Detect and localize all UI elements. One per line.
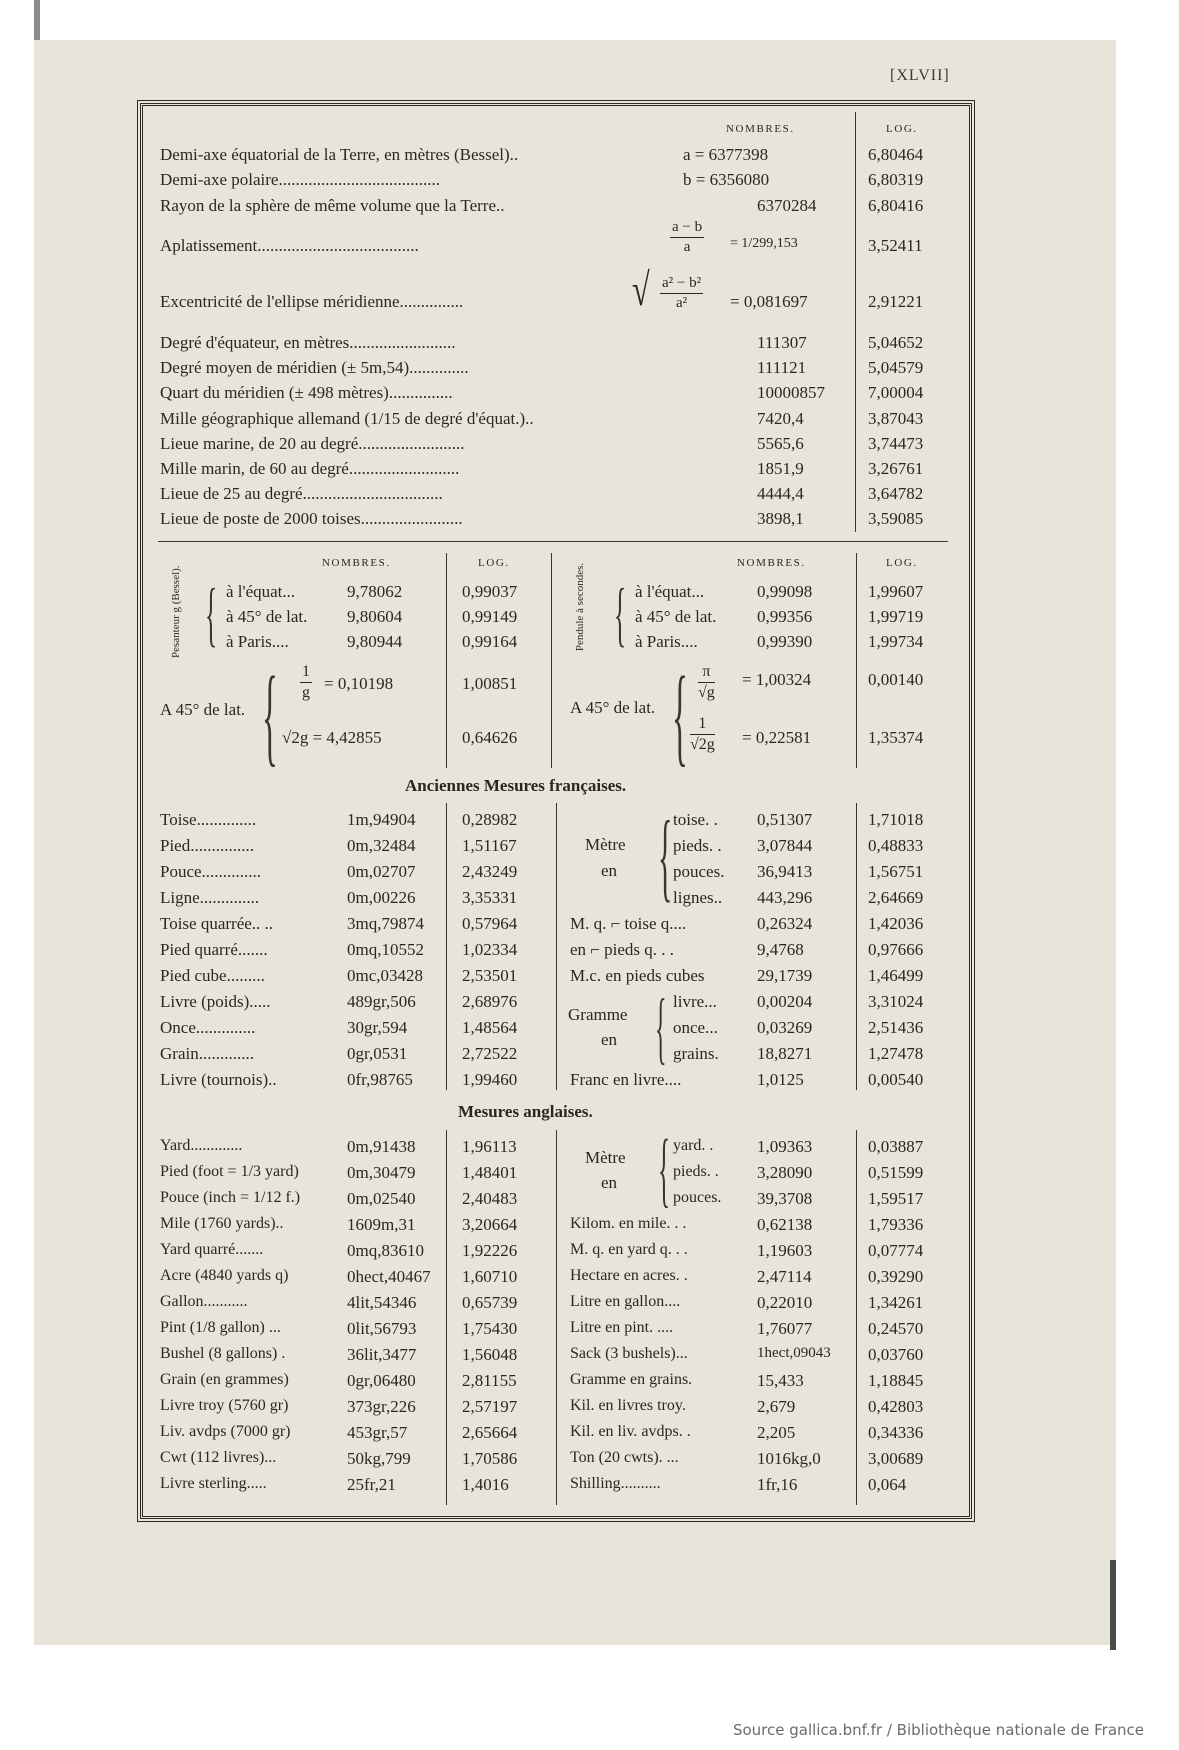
gravity-side-title: Pesanteur g (Bessel). bbox=[170, 565, 182, 658]
gravity-center-divider bbox=[551, 553, 552, 768]
anglaises-left-label: Livre troy (5760 gr) bbox=[160, 1397, 289, 1414]
earth-row-label: Demi-axe équatorial de la Terre, en mètres (Bessel).. bbox=[160, 145, 519, 164]
anciennes-left-label: Toise quarrée.. .. bbox=[160, 914, 274, 933]
earth-row-label: Degré d'équateur, en mètres......................... bbox=[160, 333, 456, 352]
pendulum-lat45-label: A 45° de lat. bbox=[570, 698, 656, 717]
anciennes-right-label: grains. bbox=[673, 1044, 719, 1063]
anglaises-right-log: 0,03760 bbox=[868, 1345, 924, 1364]
anglaises-left-value: 453gr,57 bbox=[347, 1423, 408, 1442]
anciennes-gramme-label: Gramme bbox=[568, 1005, 628, 1024]
anglaises-right-value: 1hect,09043 bbox=[757, 1345, 831, 1361]
anciennes-right-label: livre... bbox=[673, 992, 717, 1011]
earth-row-label: Excentricité de l'ellipse méridienne............... bbox=[160, 292, 464, 311]
anglaises-left-log: 1,48401 bbox=[462, 1163, 518, 1182]
anglaises-left-log: 1,96113 bbox=[462, 1137, 517, 1156]
anciennes-right-log: 1,46499 bbox=[868, 966, 924, 985]
earth-row-log: 3,26761 bbox=[868, 459, 924, 478]
earth-row-label: Degré moyen de méridien (± 5m,54).............. bbox=[160, 358, 469, 377]
page-number: [XLVII] bbox=[890, 67, 950, 84]
anciennes-right-log: 1,27478 bbox=[868, 1044, 924, 1063]
earth-row-value: 1851,9 bbox=[757, 459, 804, 478]
gravity-row-log: 0,99037 bbox=[462, 582, 518, 601]
anciennes-left-log: 2,53501 bbox=[462, 966, 518, 985]
anglaises-right-value: 2,47114 bbox=[757, 1267, 812, 1286]
anciennes-left-log: 3,35331 bbox=[462, 888, 518, 907]
earth-row-label: Mille géographique allemand (1/15 de degré d'équat.).. bbox=[160, 409, 534, 428]
anciennes-right-log: 3,31024 bbox=[868, 992, 924, 1011]
sqrt-2g-value: √2g = 4,42855 bbox=[282, 728, 382, 747]
earth-log-divider bbox=[855, 112, 856, 532]
earth-row-log: 3,74473 bbox=[868, 434, 924, 453]
anciennes-left-label: Toise.............. bbox=[160, 810, 257, 829]
pi-over-sqrt-g-value: = 1,00324 bbox=[742, 670, 812, 689]
anglaises-right-value: 2,679 bbox=[757, 1397, 796, 1416]
pendulum-row-value: 0,99390 bbox=[757, 632, 813, 651]
anciennes-gramme-en-label: en bbox=[601, 1030, 618, 1049]
pendulum-row-label: à l'équat... bbox=[635, 582, 705, 601]
anciennes-right-log: 0,00540 bbox=[868, 1070, 924, 1089]
earth-row-log: 3,64782 bbox=[868, 484, 924, 503]
anglaises-left-value: 0m,30479 bbox=[347, 1163, 416, 1182]
anciennes-left-label: Pied............... bbox=[160, 836, 254, 855]
source-footer: Source gallica.bnf.fr / Bibliothèque nationale de France bbox=[732, 1721, 1144, 1739]
earth-row-value: 5565,6 bbox=[757, 434, 804, 453]
anciennes-left-value: 0mc,03428 bbox=[347, 966, 424, 985]
anglaises-left-value: 0m,91438 bbox=[347, 1137, 416, 1156]
anglaises-left-value: 0gr,06480 bbox=[347, 1371, 416, 1390]
pendulum-row-value: 0,99098 bbox=[757, 582, 813, 601]
anciennes-right-log: 1,42036 bbox=[868, 914, 924, 933]
anciennes-center-divider bbox=[556, 803, 557, 1090]
anglaises-right-label: Litre en gallon.... bbox=[570, 1293, 681, 1310]
one-over-g-value: = 0,10198 bbox=[324, 674, 394, 693]
gravity-row-value: 9,80604 bbox=[347, 607, 403, 626]
anglaises-right-log: 1,34261 bbox=[868, 1293, 924, 1312]
anciennes-right-label: toise. . bbox=[673, 810, 718, 829]
anglaises-left-label: Liv. avdps (7000 gr) bbox=[160, 1423, 291, 1440]
anglaises-right-log: 0,39290 bbox=[868, 1267, 924, 1286]
anciennes-right-log-divider bbox=[856, 803, 857, 1090]
pendulum-side-title: Pendule à secondes. bbox=[574, 562, 586, 652]
anglaises-right-value: 15,433 bbox=[757, 1371, 804, 1390]
gravity-row-log: 0,99164 bbox=[462, 632, 518, 651]
earth-row-value: 6370284 bbox=[757, 196, 817, 215]
anglaises-left-log: 1,60710 bbox=[462, 1267, 518, 1286]
sqrt-symbol: √ bbox=[632, 264, 650, 315]
anciennes-left-value: 0m,02707 bbox=[347, 862, 416, 881]
fraction-numerator: 1 bbox=[300, 664, 312, 683]
anglaises-right-log: 0,07774 bbox=[868, 1241, 924, 1260]
anglaises-right-label: Sack (3 bushels)... bbox=[570, 1345, 688, 1362]
anglaises-right-log: 0,24570 bbox=[868, 1319, 924, 1338]
anciennes-right-value: 1,0125 bbox=[757, 1070, 804, 1089]
earth-row-value: 111121 bbox=[757, 358, 807, 377]
anciennes-left-log: 2,68976 bbox=[462, 992, 518, 1011]
anglaises-right-log: 0,03887 bbox=[868, 1137, 924, 1156]
anciennes-gramme-brace: { bbox=[655, 984, 667, 1072]
earth-row-value: 3898,1 bbox=[757, 509, 804, 528]
pendulum-header-nombres: NOMBRES. bbox=[737, 557, 806, 569]
fraction-denominator: √g bbox=[698, 684, 715, 701]
anglaises-left-log: 2,81155 bbox=[462, 1371, 517, 1390]
anglaises-left-value: 1609m,31 bbox=[347, 1215, 416, 1234]
earth-row-label: Lieue de poste de 2000 toises........................ bbox=[160, 509, 463, 528]
anglaises-left-label: Acre (4840 yards q) bbox=[160, 1267, 289, 1284]
anciennes-right-value: 0,51307 bbox=[757, 810, 813, 829]
anciennes-left-log: 1,99460 bbox=[462, 1070, 518, 1089]
pendulum-header-log: LOG. bbox=[886, 557, 918, 569]
earth-row-value: 7420,4 bbox=[757, 409, 804, 428]
gravity-header-log: LOG. bbox=[478, 557, 510, 569]
anciennes-metre-brace: { bbox=[658, 800, 673, 911]
anglaises-right-value: 1,76077 bbox=[757, 1319, 813, 1338]
earth-row-value: a = 6377398 bbox=[683, 145, 769, 164]
anciennes-right-value: 3,07844 bbox=[757, 836, 813, 855]
anglaises-right-value: 1,09363 bbox=[757, 1137, 813, 1156]
pendulum-row-log: 1,99607 bbox=[868, 582, 924, 601]
anciennes-left-label: Pouce.............. bbox=[160, 862, 262, 881]
anciennes-right-label: pouces. bbox=[673, 862, 725, 881]
anglaises-right-value: 1,19603 bbox=[757, 1241, 813, 1260]
anciennes-right-label: pieds. . bbox=[673, 836, 722, 855]
anglaises-right-label: Kilom. en mile. . . bbox=[570, 1215, 687, 1232]
earth-row-log: 3,52411 bbox=[868, 236, 923, 255]
gravity-row-label: à 45° de lat. bbox=[226, 607, 308, 626]
pi-over-sqrt-g-log: 0,00140 bbox=[868, 670, 924, 689]
earth-row-log: 7,00004 bbox=[868, 383, 924, 402]
earth-row-value: 10000857 bbox=[757, 383, 825, 402]
earth-row-label: Mille marin, de 60 au degré.......................... bbox=[160, 459, 460, 478]
anciennes-right-value: 29,1739 bbox=[757, 966, 813, 985]
anglaises-left-label: Yard quarré....... bbox=[160, 1241, 264, 1258]
fraction-denominator: a bbox=[683, 239, 691, 255]
fraction-numerator: a² − b² bbox=[660, 276, 703, 294]
anglaises-left-label: Pied (foot = 1/3 yard) bbox=[160, 1163, 299, 1180]
anglaises-left-label: Gallon........... bbox=[160, 1293, 248, 1310]
anglaises-right-label: Gramme en grains. bbox=[570, 1371, 693, 1388]
earth-row-label: Aplatissement...................................... bbox=[160, 236, 419, 255]
anciennes-right-label: once... bbox=[673, 1018, 718, 1037]
anciennes-left-label: Grain............. bbox=[160, 1044, 254, 1063]
anciennes-right-label: M. q. ⌐ toise q.... bbox=[570, 914, 687, 933]
anciennes-left-value: 30gr,594 bbox=[347, 1018, 408, 1037]
anglaises-left-value: 4lit,54346 bbox=[347, 1293, 417, 1312]
earth-row-log: 6,80319 bbox=[868, 170, 924, 189]
anglaises-left-log-divider bbox=[446, 1130, 447, 1505]
one-over-sqrt-2g-log: 1,35374 bbox=[868, 728, 924, 747]
earth-fraction bbox=[670, 220, 704, 255]
anciennes-left-value: 1m,94904 bbox=[347, 810, 416, 829]
anciennes-title: Anciennes Mesures françaises. bbox=[405, 776, 627, 795]
fraction-1-over-g bbox=[300, 664, 312, 701]
anglaises-left-label: Livre sterling..... bbox=[160, 1475, 267, 1492]
anglaises-right-value: 0,62138 bbox=[757, 1215, 813, 1234]
anglaises-left-log: 1,70586 bbox=[462, 1449, 518, 1468]
anglaises-right-value: 1fr,16 bbox=[757, 1475, 798, 1494]
anciennes-left-label: Ligne.............. bbox=[160, 888, 260, 907]
earth-row-label: Quart du méridien (± 498 mètres)............... bbox=[160, 383, 453, 402]
anciennes-right-label: Franc en livre.... bbox=[570, 1070, 682, 1089]
anciennes-right-log: 0,97666 bbox=[868, 940, 924, 959]
anciennes-right-value: 0,00204 bbox=[757, 992, 813, 1011]
anglaises-right-label: Kil. en livres troy. bbox=[570, 1397, 686, 1414]
anglaises-right-value: 3,28090 bbox=[757, 1163, 813, 1182]
anciennes-right-value: 9,4768 bbox=[757, 940, 804, 959]
anciennes-left-label: Pied cube......... bbox=[160, 966, 265, 985]
gravity-row-value: 9,80944 bbox=[347, 632, 403, 651]
anglaises-left-value: 0mq,83610 bbox=[347, 1241, 424, 1260]
anglaises-right-label: Shilling.......... bbox=[570, 1475, 661, 1492]
earth-row-value: = 1/299,153 bbox=[730, 236, 798, 251]
anglaises-right-log: 3,00689 bbox=[868, 1449, 924, 1468]
pendulum-log-divider bbox=[856, 553, 857, 768]
gravity-brace: { bbox=[205, 574, 218, 654]
anciennes-left-log: 2,72522 bbox=[462, 1044, 518, 1063]
pendulum-lat45-brace: { bbox=[672, 654, 688, 776]
anglaises-left-value: 50kg,799 bbox=[347, 1449, 411, 1468]
gravity-lat45-brace: { bbox=[262, 654, 278, 776]
anciennes-right-value: 36,9413 bbox=[757, 862, 813, 881]
fraction-denominator: √2g bbox=[690, 736, 715, 753]
anglaises-left-value: 0m,02540 bbox=[347, 1189, 416, 1208]
anciennes-left-label: Pied quarré....... bbox=[160, 940, 268, 959]
anciennes-left-value: 0m,32484 bbox=[347, 836, 416, 855]
anciennes-right-label: en ⌐ pieds q. . . bbox=[570, 940, 675, 959]
anciennes-right-log: 2,51436 bbox=[868, 1018, 924, 1037]
anglaises-left-value: 36lit,3477 bbox=[347, 1345, 417, 1364]
anciennes-left-log: 1,02334 bbox=[462, 940, 518, 959]
anciennes-left-label: Livre (poids)..... bbox=[160, 992, 271, 1011]
anglaises-left-log: 1,4016 bbox=[462, 1475, 509, 1494]
earth-row-log: 5,04579 bbox=[868, 358, 924, 377]
anglaises-left-value: 25fr,21 bbox=[347, 1475, 396, 1494]
anciennes-left-value: 0fr,98765 bbox=[347, 1070, 413, 1089]
anglaises-metre-brace: { bbox=[658, 1123, 671, 1216]
anglaises-right-log: 1,59517 bbox=[868, 1189, 924, 1208]
anciennes-right-log: 0,48833 bbox=[868, 836, 924, 855]
anglaises-right-log: 0,51599 bbox=[868, 1163, 924, 1182]
anciennes-right-label: lignes.. bbox=[673, 888, 723, 907]
anglaises-left-log: 1,92226 bbox=[462, 1241, 518, 1260]
anglaises-left-log: 2,65664 bbox=[462, 1423, 518, 1442]
anglaises-right-label: pieds. . bbox=[673, 1163, 719, 1180]
anglaises-left-label: Pint (1/8 gallon) ... bbox=[160, 1319, 281, 1336]
anglaises-left-log: 2,57197 bbox=[462, 1397, 518, 1416]
anglaises-right-value: 1016kg,0 bbox=[757, 1449, 821, 1468]
section-divider-1 bbox=[158, 541, 948, 542]
gravity-row-value: 9,78062 bbox=[347, 582, 403, 601]
fraction-1-over-sqrt-2g bbox=[690, 716, 715, 753]
header-log: LOG. bbox=[886, 123, 918, 135]
anciennes-left-label: Livre (tournois).. bbox=[160, 1070, 277, 1089]
anglaises-left-log: 1,75430 bbox=[462, 1319, 518, 1338]
earth-row-log: 3,87043 bbox=[868, 409, 924, 428]
anglaises-left-value: 373gr,226 bbox=[347, 1397, 416, 1416]
anciennes-right-value: 0,03269 bbox=[757, 1018, 813, 1037]
anglaises-right-label: pouces. bbox=[673, 1189, 722, 1206]
earth-row-value: = 0,081697 bbox=[730, 292, 808, 311]
anglaises-right-label: Kil. en liv. avdps. . bbox=[570, 1423, 691, 1440]
anglaises-center-divider bbox=[556, 1130, 557, 1505]
anglaises-right-value: 2,205 bbox=[757, 1423, 796, 1442]
anglaises-right-label: Hectare en acres. . bbox=[570, 1267, 688, 1284]
earth-row-log: 6,80464 bbox=[868, 145, 924, 164]
anciennes-metre-en-label: en bbox=[601, 861, 618, 880]
anglaises-left-log: 0,65739 bbox=[462, 1293, 518, 1312]
anglaises-left-log: 2,40483 bbox=[462, 1189, 518, 1208]
fraction-numerator: a − b bbox=[670, 220, 704, 238]
fraction-numerator: 1 bbox=[690, 716, 715, 735]
anglaises-right-log: 0,064 bbox=[868, 1475, 907, 1494]
anglaises-left-value: 0lit,56793 bbox=[347, 1319, 417, 1338]
earth-row-label: Lieue marine, de 20 au degré......................... bbox=[160, 434, 465, 453]
earth-row-label: Rayon de la sphère de même volume que la Terre.. bbox=[160, 196, 505, 215]
anglaises-metre-label: Mètre bbox=[585, 1148, 626, 1167]
anciennes-left-log: 2,43249 bbox=[462, 862, 518, 881]
gravity-lat45-label: A 45° de lat. bbox=[160, 700, 246, 719]
anglaises-right-log: 0,34336 bbox=[868, 1423, 924, 1442]
anciennes-left-log-divider bbox=[446, 803, 447, 1090]
anciennes-left-value: 0gr,0531 bbox=[347, 1044, 408, 1063]
anglaises-left-label: Yard............. bbox=[160, 1137, 243, 1154]
pendulum-row-log: 1,99734 bbox=[868, 632, 924, 651]
anciennes-left-log: 0,28982 bbox=[462, 810, 518, 829]
anglaises-right-label: M. q. en yard q. . . bbox=[570, 1241, 688, 1258]
anciennes-right-value: 443,296 bbox=[757, 888, 813, 907]
anglaises-metre-en-label: en bbox=[601, 1173, 618, 1192]
earth-row-value: b = 6356080 bbox=[683, 170, 770, 189]
anglaises-left-label: Cwt (112 livres)... bbox=[160, 1449, 277, 1466]
earth-fraction bbox=[660, 276, 703, 311]
anciennes-left-log: 1,48564 bbox=[462, 1018, 518, 1037]
earth-row-value: 111307 bbox=[757, 333, 807, 352]
fraction-pi-over-sqrt-g bbox=[698, 664, 715, 701]
fraction-denominator: g bbox=[302, 684, 310, 701]
binding-edge-top bbox=[34, 0, 40, 40]
gravity-row-label: à l'équat... bbox=[226, 582, 296, 601]
anciennes-left-label: Once.............. bbox=[160, 1018, 256, 1037]
anciennes-metre-label: Mètre bbox=[585, 835, 626, 854]
anglaises-right-log: 1,79336 bbox=[868, 1215, 924, 1234]
gravity-row-log: 0,99149 bbox=[462, 607, 518, 626]
anglaises-left-label: Mile (1760 yards).. bbox=[160, 1215, 284, 1232]
pendulum-row-label: à Paris.... bbox=[635, 632, 698, 651]
earth-row-log: 5,04652 bbox=[868, 333, 924, 352]
anglaises-right-value: 0,22010 bbox=[757, 1293, 813, 1312]
anciennes-left-log: 0,57964 bbox=[462, 914, 518, 933]
anglaises-left-value: 0hect,40467 bbox=[347, 1267, 431, 1286]
fraction-numerator: π bbox=[698, 664, 715, 683]
earth-row-log: 6,80416 bbox=[868, 196, 924, 215]
anglaises-right-label: Litre en pint. .... bbox=[570, 1319, 674, 1336]
earth-row-value: 4444,4 bbox=[757, 484, 804, 503]
pendulum-row-log: 1,99719 bbox=[868, 607, 924, 626]
anciennes-left-value: 0m,00226 bbox=[347, 888, 416, 907]
anglaises-title: Mesures anglaises. bbox=[458, 1102, 593, 1121]
gravity-header-nombres: NOMBRES. bbox=[322, 557, 391, 569]
anglaises-right-label: yard. . bbox=[673, 1137, 714, 1154]
earth-row-label: Lieue de 25 au degré................................. bbox=[160, 484, 443, 503]
gravity-log-divider bbox=[446, 553, 447, 768]
pendulum-row-label: à 45° de lat. bbox=[635, 607, 717, 626]
anglaises-right-label: Ton (20 cwts). ... bbox=[570, 1449, 679, 1466]
anciennes-right-log: 1,71018 bbox=[868, 810, 924, 829]
anciennes-left-value: 489gr,506 bbox=[347, 992, 416, 1011]
one-over-sqrt-2g-value: = 0,22581 bbox=[742, 728, 812, 747]
anciennes-right-log: 1,56751 bbox=[868, 862, 924, 881]
gravity-row-label: à Paris.... bbox=[226, 632, 289, 651]
pendulum-row-value: 0,99356 bbox=[757, 607, 813, 626]
anglaises-left-log: 3,20664 bbox=[462, 1215, 518, 1234]
anglaises-right-log-divider bbox=[856, 1130, 857, 1505]
anciennes-left-value: 3mq,79874 bbox=[347, 914, 424, 933]
fraction-denominator: a² bbox=[675, 295, 688, 311]
sqrt-2g-log: 0,64626 bbox=[462, 728, 518, 747]
header-nombres: NOMBRES. bbox=[726, 123, 795, 135]
earth-row-log: 3,59085 bbox=[868, 509, 924, 528]
anglaises-right-value: 39,3708 bbox=[757, 1189, 813, 1208]
anglaises-right-log: 1,18845 bbox=[868, 1371, 924, 1390]
anglaises-right-log: 0,42803 bbox=[868, 1397, 924, 1416]
anciennes-left-value: 0mq,10552 bbox=[347, 940, 424, 959]
anglaises-left-label: Grain (en grammes) bbox=[160, 1371, 289, 1388]
earth-row-label: Demi-axe polaire...................................... bbox=[160, 170, 440, 189]
earth-row-log: 2,91221 bbox=[868, 292, 924, 311]
anglaises-left-label: Pouce (inch = 1/12 f.) bbox=[160, 1189, 301, 1206]
anglaises-left-log: 1,56048 bbox=[462, 1345, 518, 1364]
pendulum-brace: { bbox=[614, 574, 627, 654]
anciennes-right-value: 18,8271 bbox=[757, 1044, 813, 1063]
binding-edge-bottom bbox=[1110, 1560, 1116, 1650]
anciennes-right-label: M.c. en pieds cubes bbox=[570, 966, 705, 985]
anglaises-left-label: Bushel (8 gallons) . bbox=[160, 1345, 286, 1362]
anciennes-left-log: 1,51167 bbox=[462, 836, 517, 855]
anciennes-right-log: 2,64669 bbox=[868, 888, 924, 907]
anciennes-right-value: 0,26324 bbox=[757, 914, 813, 933]
one-over-g-log: 1,00851 bbox=[462, 674, 518, 693]
